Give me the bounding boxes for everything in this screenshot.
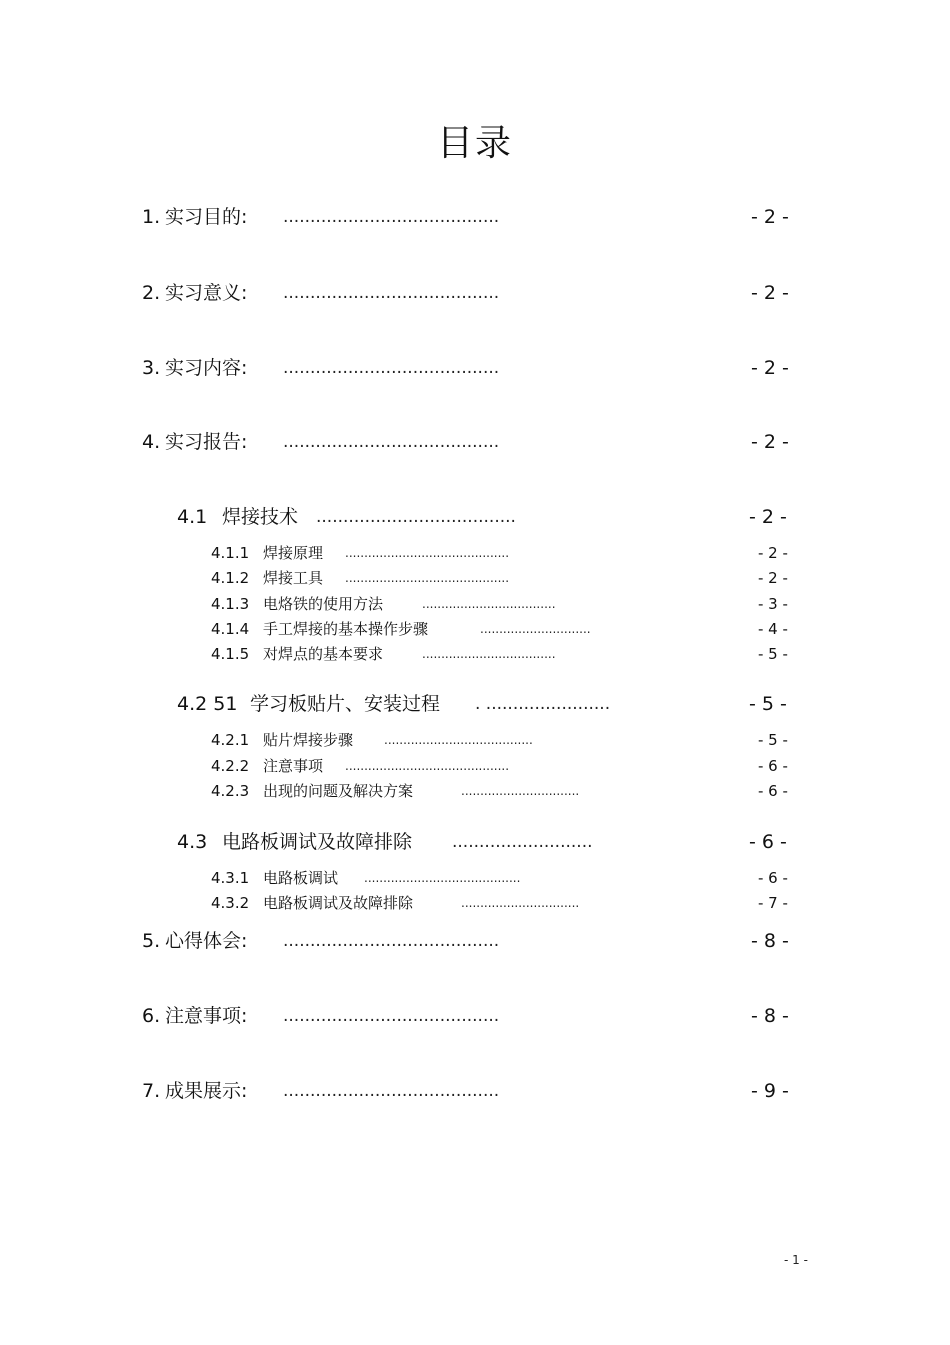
toc-entry-label: 电路板调试 (263, 869, 339, 887)
toc-entry-leader: ........................................ (283, 432, 500, 452)
toc-entry-page: - 5 - (758, 731, 788, 749)
toc-entry-label: 成果展示: (165, 1080, 248, 1102)
toc-entry-5[interactable] (142, 928, 802, 954)
toc-entry-4-1[interactable] (177, 504, 797, 530)
toc-entry-page: - 6 - (758, 869, 788, 887)
toc-entry-label: 焊接工具 (263, 569, 324, 587)
toc-entry-page: - 2 - (751, 431, 789, 453)
toc-entry-leader: ............................... (461, 896, 580, 910)
toc-entry-label: 电路板调试及故障排除 (222, 831, 413, 853)
toc-entry-number: 4.1.1 (211, 544, 250, 562)
toc-entry-label: 学习板贴片、安装过程 (250, 693, 441, 715)
toc-entry-4-1-2[interactable] (211, 568, 801, 588)
toc-entry-page: - 2 - (751, 282, 789, 304)
toc-entry-label: 电路板调试及故障排除 (263, 894, 414, 912)
toc-entry-leader: ......................................... (364, 871, 521, 885)
toc-entry-4[interactable] (142, 429, 802, 455)
toc-entry-leader: ........................................ (283, 931, 500, 951)
toc-entry-page: - 9 - (751, 1080, 789, 1102)
toc-entry-leader: ....................................... (384, 733, 533, 747)
toc-entry-page: - 2 - (758, 544, 788, 562)
page-number: - 1 - (784, 1253, 808, 1267)
toc-entry-number: 4. (142, 431, 161, 453)
toc-entry-page: - 2 - (749, 506, 787, 528)
toc-entry-page: - 2 - (758, 569, 788, 587)
toc-entry-leader: ................................... (422, 597, 556, 611)
toc-entry-number: 3. (142, 357, 161, 379)
toc-entry-2[interactable] (142, 280, 802, 306)
toc-entry-number: 7. (142, 1080, 161, 1102)
toc-entry-label: 对焊点的基本要求 (263, 645, 384, 663)
toc-entry-number: 4.2.1 (211, 731, 250, 749)
toc-entry-leader: ........................................... (345, 546, 510, 560)
toc-title: 目录 (436, 123, 513, 164)
toc-entry-6[interactable] (142, 1003, 802, 1029)
toc-entry-4-2-2[interactable] (211, 756, 801, 776)
toc-entry-number: 4.2.2 (211, 757, 250, 775)
toc-entry-page: - 2 - (751, 206, 789, 228)
toc-entry-4-1-1[interactable] (211, 543, 801, 563)
toc-entry-4-1-5[interactable] (211, 644, 801, 664)
toc-entry-7[interactable] (142, 1078, 802, 1104)
toc-entry-label: 贴片焊接步骤 (263, 731, 354, 749)
toc-entry-number: 5. (142, 930, 161, 952)
toc-entry-page: - 6 - (749, 831, 787, 853)
toc-entry-label: 实习意义: (165, 282, 248, 304)
toc-entry-number: 1. (142, 206, 161, 228)
toc-entry-leader: . ....................... (475, 694, 611, 714)
toc-entry-leader: ........................................... (345, 759, 510, 773)
toc-entry-4-2[interactable] (177, 691, 797, 717)
toc-entry-page: - 6 - (758, 757, 788, 775)
toc-entry-leader: ................................... (422, 647, 556, 661)
toc-entry-page: - 2 - (751, 357, 789, 379)
toc-entry-number: 4.2.3 (211, 782, 250, 800)
toc-entry-leader: ............................. (480, 622, 591, 636)
toc-entry-1[interactable] (142, 204, 802, 230)
toc-entry-label: 实习报告: (165, 431, 248, 453)
toc-entry-label: 实习内容: (165, 357, 248, 379)
toc-entry-leader: ............................... (461, 784, 580, 798)
toc-entry-number: 6. (142, 1005, 161, 1027)
toc-entry-number: 2. (142, 282, 161, 304)
toc-entry-label: 焊接技术 (222, 506, 299, 528)
toc-entry-label: 心得体会: (165, 930, 248, 952)
toc-entry-page: - 7 - (758, 894, 788, 912)
toc-entry-4-3-1[interactable] (211, 868, 801, 888)
toc-entry-number: 4.1 (177, 506, 208, 528)
toc-entry-label: 实习目的: (165, 206, 248, 228)
toc-entry-number: 4.3.1 (211, 869, 250, 887)
toc-entry-4-3-2[interactable] (211, 893, 801, 913)
toc-entry-leader: .......................... (452, 832, 593, 852)
toc-entry-page: - 5 - (749, 693, 787, 715)
toc-entry-page: - 8 - (751, 930, 789, 952)
toc-entry-4-1-4[interactable] (211, 619, 801, 639)
toc-entry-page: - 3 - (758, 595, 788, 613)
toc-entry-number: 4.1.5 (211, 645, 250, 663)
toc-entry-4-1-3[interactable] (211, 594, 801, 614)
toc-entry-page: - 6 - (758, 782, 788, 800)
toc-entry-number: 4.3 (177, 831, 208, 853)
toc-entry-3[interactable] (142, 355, 802, 381)
toc-entry-leader: ........................................ (283, 283, 500, 303)
toc-entry-label: 焊接原理 (263, 544, 324, 562)
toc-entry-page: - 4 - (758, 620, 788, 638)
toc-entry-label: 出现的问题及解决方案 (263, 782, 414, 800)
toc-entry-number: 4.1.2 (211, 569, 250, 587)
toc-entry-4-3[interactable] (177, 829, 797, 855)
toc-entry-label: 注意事项: (165, 1005, 248, 1027)
toc-entry-number: 4.3.2 (211, 894, 250, 912)
toc-entry-4-2-3[interactable] (211, 781, 801, 801)
toc-entry-page: - 8 - (751, 1005, 789, 1027)
toc-entry-leader: ........................................... (345, 571, 510, 585)
toc-entry-leader: ..................................... (316, 507, 516, 527)
toc-entry-number: 4.1.4 (211, 620, 250, 638)
toc-entry-label: 注意事项 (263, 757, 324, 775)
toc-entry-leader: ........................................ (283, 1081, 500, 1101)
toc-entry-leader: ........................................ (283, 358, 500, 378)
toc-entry-4-2-1[interactable] (211, 730, 801, 750)
toc-entry-label: 电烙铁的使用方法 (263, 595, 384, 613)
toc-entry-label: 手工焊接的基本操作步骤 (263, 620, 429, 638)
toc-entry-leader: ........................................ (283, 1006, 500, 1026)
toc-entry-page: - 5 - (758, 645, 788, 663)
toc-entry-number: 4.1.3 (211, 595, 250, 613)
toc-entry-leader: ........................................ (283, 207, 500, 227)
toc-entry-number: 4.2 51 (177, 693, 238, 715)
